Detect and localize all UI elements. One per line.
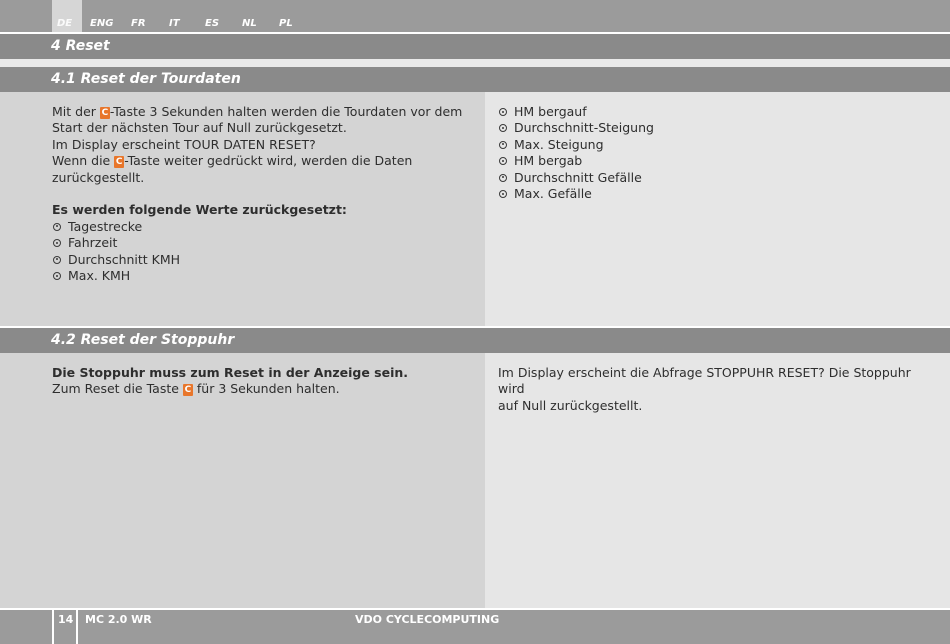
language-tab-eng[interactable]: ENG	[90, 18, 114, 29]
tourdaten-line-5: zurückgestellt.	[52, 169, 145, 185]
reset-values-heading: Es werden folgende Werte zurückgesetzt:	[52, 202, 347, 218]
language-tab-it[interactable]: IT	[169, 18, 180, 29]
stoppuhr-right-panel	[485, 353, 950, 608]
c-key-icon: C	[184, 385, 192, 396]
tourdaten-line-2: Start der nächsten Tour auf Null zurückgesetzt.	[52, 120, 347, 136]
bullet-icon	[53, 239, 61, 247]
bullet-icon	[499, 141, 507, 149]
tourdaten-line-3: Im Display erscheint TOUR DATEN RESET?	[52, 136, 316, 152]
list-item: Max. Steigung	[498, 137, 938, 153]
tourdaten-left-panel	[0, 92, 485, 326]
bullet-icon	[499, 124, 507, 132]
list-item: Durchschnitt-Steigung	[498, 120, 938, 136]
section-divider	[0, 59, 950, 67]
list-item: HM bergauf	[498, 104, 938, 120]
bullet-icon	[53, 223, 61, 231]
c-key-icon: C	[115, 157, 123, 168]
footer-brand: VDO CYCLECOMPUTING	[355, 613, 500, 626]
list-item: Tagestrecke	[52, 219, 472, 235]
bullet-icon	[53, 272, 61, 280]
section-title: 4 Reset	[0, 34, 950, 59]
list-item: Fahrzeit	[52, 235, 472, 251]
bullet-icon	[53, 256, 61, 264]
bullet-icon	[499, 157, 507, 165]
bullet-icon	[499, 108, 507, 116]
stoppuhr-right-line-1: Im Display erscheint die Abfrage STOPPUHR RESET? Die Stoppuhr wird	[498, 365, 911, 397]
tourdaten-line-4: Wenn die C -Taste weiter gedrückt wird, werden die Daten	[52, 153, 413, 169]
language-bar	[0, 0, 950, 32]
language-tab-nl[interactable]: NL	[242, 18, 257, 29]
page-number: 14	[58, 613, 74, 626]
list-item: Max. KMH	[52, 268, 472, 284]
stoppuhr-bold-line: Die Stoppuhr muss zum Reset in der Anzeige sein.	[52, 365, 409, 380]
language-tab-de[interactable]: DE	[57, 18, 73, 29]
tourdaten-line-1: Mit der C -Taste 3 Sekunden halten werden die Tourdaten vor dem	[52, 104, 463, 119]
list-item: Durchschnitt Gefälle	[498, 170, 938, 186]
list-item: Durchschnitt KMH	[52, 252, 472, 268]
reset-values-list-right	[498, 104, 938, 202]
stoppuhr-left-panel	[0, 353, 485, 608]
bullet-icon	[499, 174, 507, 182]
language-tab-fr[interactable]: FR	[131, 18, 146, 29]
reset-values-list-left	[52, 219, 472, 285]
stoppuhr-right-line-2: auf Null zurückgestellt.	[498, 397, 643, 413]
footer-model: MC 2.0 WR	[85, 613, 152, 626]
subsection-title-stoppuhr: 4.2 Reset der Stoppuhr	[0, 328, 950, 353]
stoppuhr-line-2: Zum Reset die Taste C für 3 Sekunden halten.	[52, 381, 340, 397]
subsection-title-tourdaten: 4.1 Reset der Tourdaten	[0, 67, 950, 92]
bullet-icon	[499, 190, 507, 198]
language-tab-pl[interactable]: PL	[279, 18, 293, 29]
language-tab-es[interactable]: ES	[205, 18, 220, 29]
list-item: HM bergab	[498, 153, 938, 169]
c-key-icon: C	[101, 108, 109, 118]
page-footer	[0, 610, 950, 644]
list-item: Max. Gefälle	[498, 186, 938, 202]
tourdaten-right-panel	[485, 92, 950, 326]
